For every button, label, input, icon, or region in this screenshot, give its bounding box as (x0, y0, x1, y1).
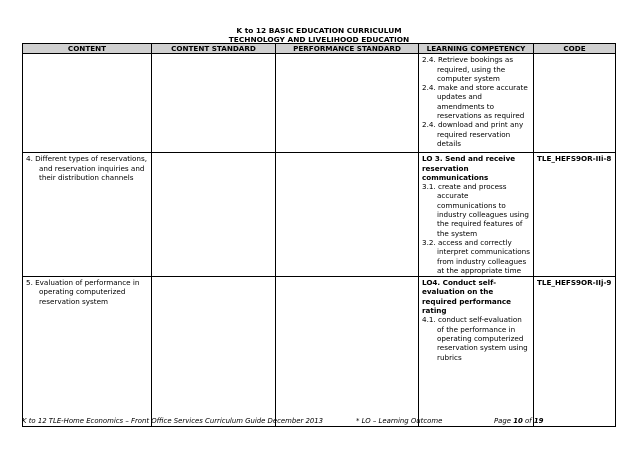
footer-page-number: Page 10 of 19 (494, 417, 544, 425)
code-cell: TLE_HEFS9OR-IIj-9 (534, 277, 616, 427)
column-header-content: CONTENT (23, 44, 152, 54)
competency-item: 2.4. Retrieve bookings as required, using the computer system (422, 55, 514, 83)
competency-item: 4.1. conduct self-evaluation of the performance in operating computerized reservation system using rubrics (422, 315, 528, 362)
document-subtitle: TECHNOLOGY AND LIVELIHOOD EDUCATION (228, 35, 410, 44)
content-cell: 4. Different types of reservations, and reservation inquiries and their distribution channels (23, 153, 152, 277)
learning-outcome-title: LO 3. Send and receive reservation communications (422, 154, 516, 182)
footer-document-info: K to 12 TLE-Home Economics – Front Office Services Curriculum Guide December 2013 (22, 417, 324, 425)
learning-outcome-title: LO4. Conduct self-evaluation on the required performance rating (422, 278, 511, 316)
code-cell (534, 54, 616, 153)
content-standard-cell (152, 54, 276, 153)
column-header-learning-competency: LEARNING COMPETENCY (419, 44, 534, 54)
competency-item: 2.4. download and print any required reservation details (422, 120, 524, 148)
performance-standard-cell (276, 153, 419, 277)
learning-competency-cell (419, 54, 534, 153)
column-header-content-standard: CONTENT STANDARD (152, 44, 276, 54)
content-cell: 5. Evaluation of performance in operating computerized reservation system (23, 277, 152, 427)
learning-competency-cell (419, 153, 534, 277)
competency-item: 3.2. access and correctly interpret communications from industry colleagues at the appropriate time (422, 237, 530, 275)
column-header-performance-standard: PERFORMANCE STANDARD (276, 44, 419, 54)
learning-competency-cell (419, 277, 534, 427)
curriculum-table (22, 43, 616, 427)
performance-standard-cell (276, 54, 419, 153)
content-standard-cell (152, 277, 276, 427)
code-cell: TLE_HEFS9OR-IIi-8 (534, 153, 616, 277)
content-standard-cell (152, 153, 276, 277)
content-cell (23, 54, 152, 153)
footer-legend: * LO – Learning Outcome (356, 417, 443, 425)
table-row (23, 277, 616, 427)
table-row (23, 54, 616, 153)
performance-standard-cell (276, 277, 419, 427)
competency-item: 2.4. make and store accurate updates and amendments to reservations as required (422, 83, 528, 121)
document-title: K to 12 BASIC EDUCATION CURRICULUM (236, 26, 402, 35)
table-header-row (23, 44, 616, 54)
competency-item: 3.1. create and process accurate communications to industry colleagues using the required features of the system (422, 182, 529, 238)
table-row (23, 153, 616, 277)
column-header-code: CODE (534, 44, 616, 54)
